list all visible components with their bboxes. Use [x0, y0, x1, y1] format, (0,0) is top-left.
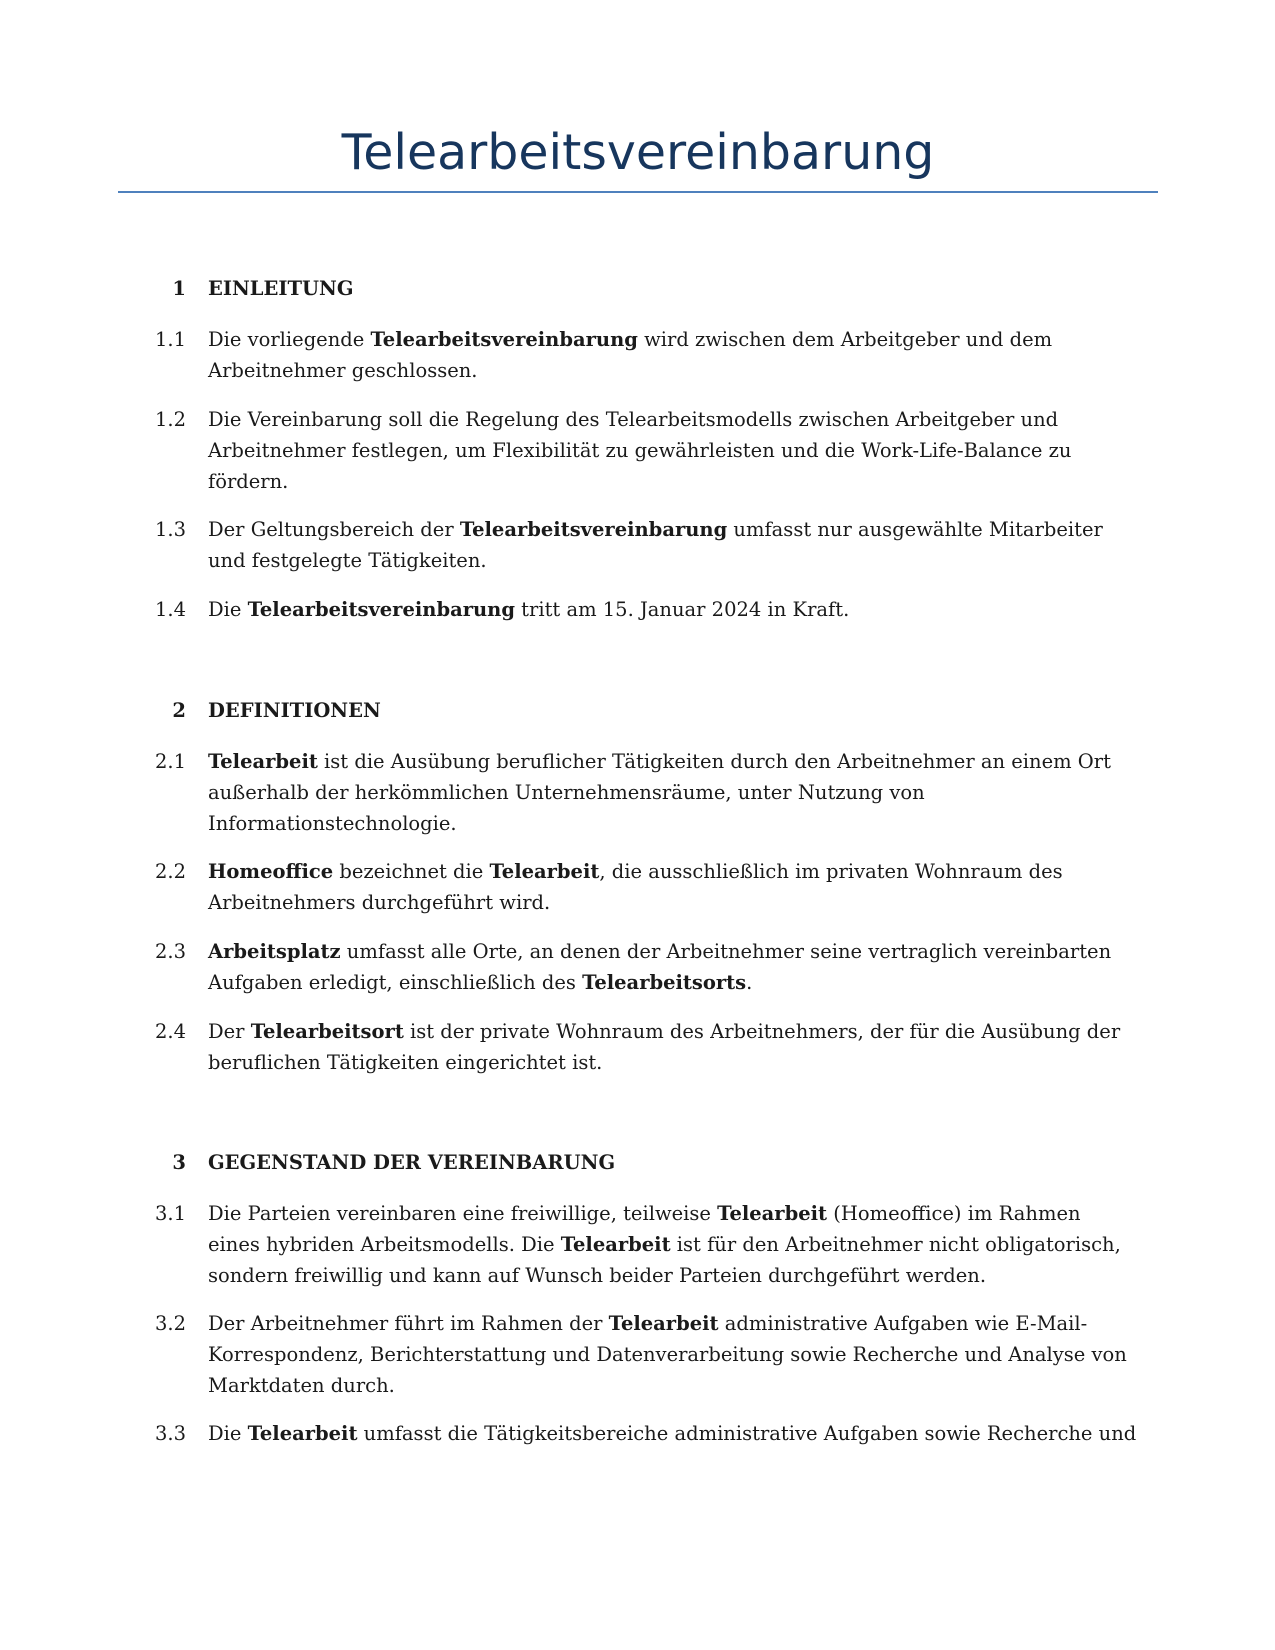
defined-term: Arbeitsplatz [208, 940, 341, 963]
clause-text [208, 1308, 1138, 1401]
clause-text-run: Die [208, 598, 248, 621]
clause-text-run: Die vorliegende [208, 328, 371, 351]
clause-number: 3.2 [154, 1312, 186, 1335]
clause-number: 3.3 [154, 1422, 186, 1445]
clause-text-run: Der Arbeitnehmer führt im Rahmen der [208, 1312, 609, 1335]
clause-text [208, 936, 1138, 998]
clause-number: 2.4 [154, 1020, 186, 1043]
section-title: EINLEITUNG [208, 277, 354, 300]
clause-text-run: , die ausschließlich im privaten Wohnraum des Arbeitnehmers durchgeführt wird. [208, 860, 1063, 914]
clause-text-run: Die Parteien vereinbaren eine freiwillige, teilweise [208, 1202, 718, 1225]
clause-text-run: . [746, 971, 753, 994]
defined-term: Telearbeit [247, 1422, 358, 1445]
clause-number: 1.4 [154, 598, 186, 621]
section-heading [0, 274, 1275, 304]
title-underline [118, 191, 1158, 193]
clause-text [208, 1198, 1138, 1291]
clause-text [208, 1016, 1138, 1078]
clause-number: 3.1 [154, 1202, 186, 1225]
clause-number: 1.3 [154, 518, 186, 541]
clause-text-run: wird zwischen dem Arbeitgeber und dem Arbeitnehmer geschlossen. [208, 328, 1053, 382]
clause-text [208, 1418, 1138, 1449]
clause-text-run: Der [208, 1020, 251, 1043]
clause-text-run: ist der private Wohnraum des Arbeitnehmers, der für die Ausübung der beruflichen Tätigkeiten eingerichtet ist. [208, 1020, 1121, 1074]
clause-text-run: Die Vereinbarung soll die Regelung des Telearbeitsmodells zwischen Arbeitgeber und Arbeitnehmer festlegen, um Flexibilität zu gewährleisten und die Work-Life-Balance zu fördern. [208, 408, 1072, 493]
section-number: 1 [172, 277, 186, 300]
clause-text [208, 856, 1138, 918]
clause-number: 1.1 [154, 328, 186, 351]
clause-text-run: Der Geltungsbereich der [208, 518, 460, 541]
section-number: 2 [172, 699, 186, 722]
defined-term: Telearbeitsorts [582, 971, 747, 994]
clause-text-run: umfasst nur ausgewählte Mitarbeiter und festgelegte Tätigkeiten. [208, 518, 1103, 572]
section-title: GEGENSTAND DER VEREINBARUNG [208, 1151, 616, 1174]
defined-term: Telearbeitsvereinbarung [370, 328, 638, 351]
clause-text-run: umfasst die Tätigkeitsbereiche administrative Aufgaben sowie Recherche und [357, 1422, 1137, 1445]
document-title: Telearbeitsvereinbarung [341, 124, 935, 181]
clause-text-run: Die [208, 1422, 248, 1445]
defined-term: Telearbeit [717, 1202, 828, 1225]
clause-number: 2.3 [154, 940, 186, 963]
clause-text-run: administrative Aufgaben wie E-Mail-Korrespondenz, Berichterstattung und Datenverarbeitung sowie Recherche und Analyse von Marktdaten durch. [208, 1312, 1127, 1397]
defined-term: Telearbeit [560, 1233, 671, 1256]
section-heading [0, 1148, 1275, 1178]
clause-text [208, 404, 1138, 497]
defined-term: Telearbeitsort [250, 1020, 404, 1043]
defined-term: Telearbeit [489, 860, 600, 883]
clause-text-run: umfasst alle Orte, an denen der Arbeitnehmer seine vertraglich vereinbarten Aufgaben erledigt, einschließlich des [208, 940, 1112, 994]
defined-term: Telearbeitsvereinbarung [459, 518, 728, 541]
clause-text-run: (Homeoffice) im Rahmen eines hybriden Arbeitsmodells. Die [208, 1202, 1081, 1256]
defined-term: Homeoffice [208, 860, 334, 883]
clause-text-run: tritt am 15. Januar 2024 in Kraft. [514, 598, 850, 621]
defined-term: Telearbeitsvereinbarung [247, 598, 515, 621]
clause-text [208, 514, 1138, 576]
clause-text [208, 746, 1138, 839]
clause-text-run: ist die Ausübung beruflicher Tätigkeiten durch den Arbeitnehmer an einem Ort außerhalb der herkömmlichen Unternehmensräume, unter Nutzung von Informationstechnologie. [208, 750, 1111, 835]
clause-number: 1.2 [154, 408, 186, 431]
section-number: 3 [172, 1151, 186, 1174]
defined-term: Telearbeit [608, 1312, 719, 1335]
clause-text-run: bezeichnet die [333, 860, 490, 883]
section-heading [0, 696, 1275, 726]
clause-text [208, 324, 1138, 386]
clause-number: 2.2 [154, 860, 186, 883]
section-title: DEFINITIONEN [208, 699, 381, 722]
clause-text-run: ist für den Arbeitnehmer nicht obligatorisch, sondern freiwillig und kann auf Wunsch beider Parteien durchgeführt werden. [208, 1233, 1121, 1287]
defined-term: Telearbeit [208, 750, 318, 773]
clause-number: 2.1 [154, 750, 186, 773]
clause-text [208, 594, 1138, 625]
